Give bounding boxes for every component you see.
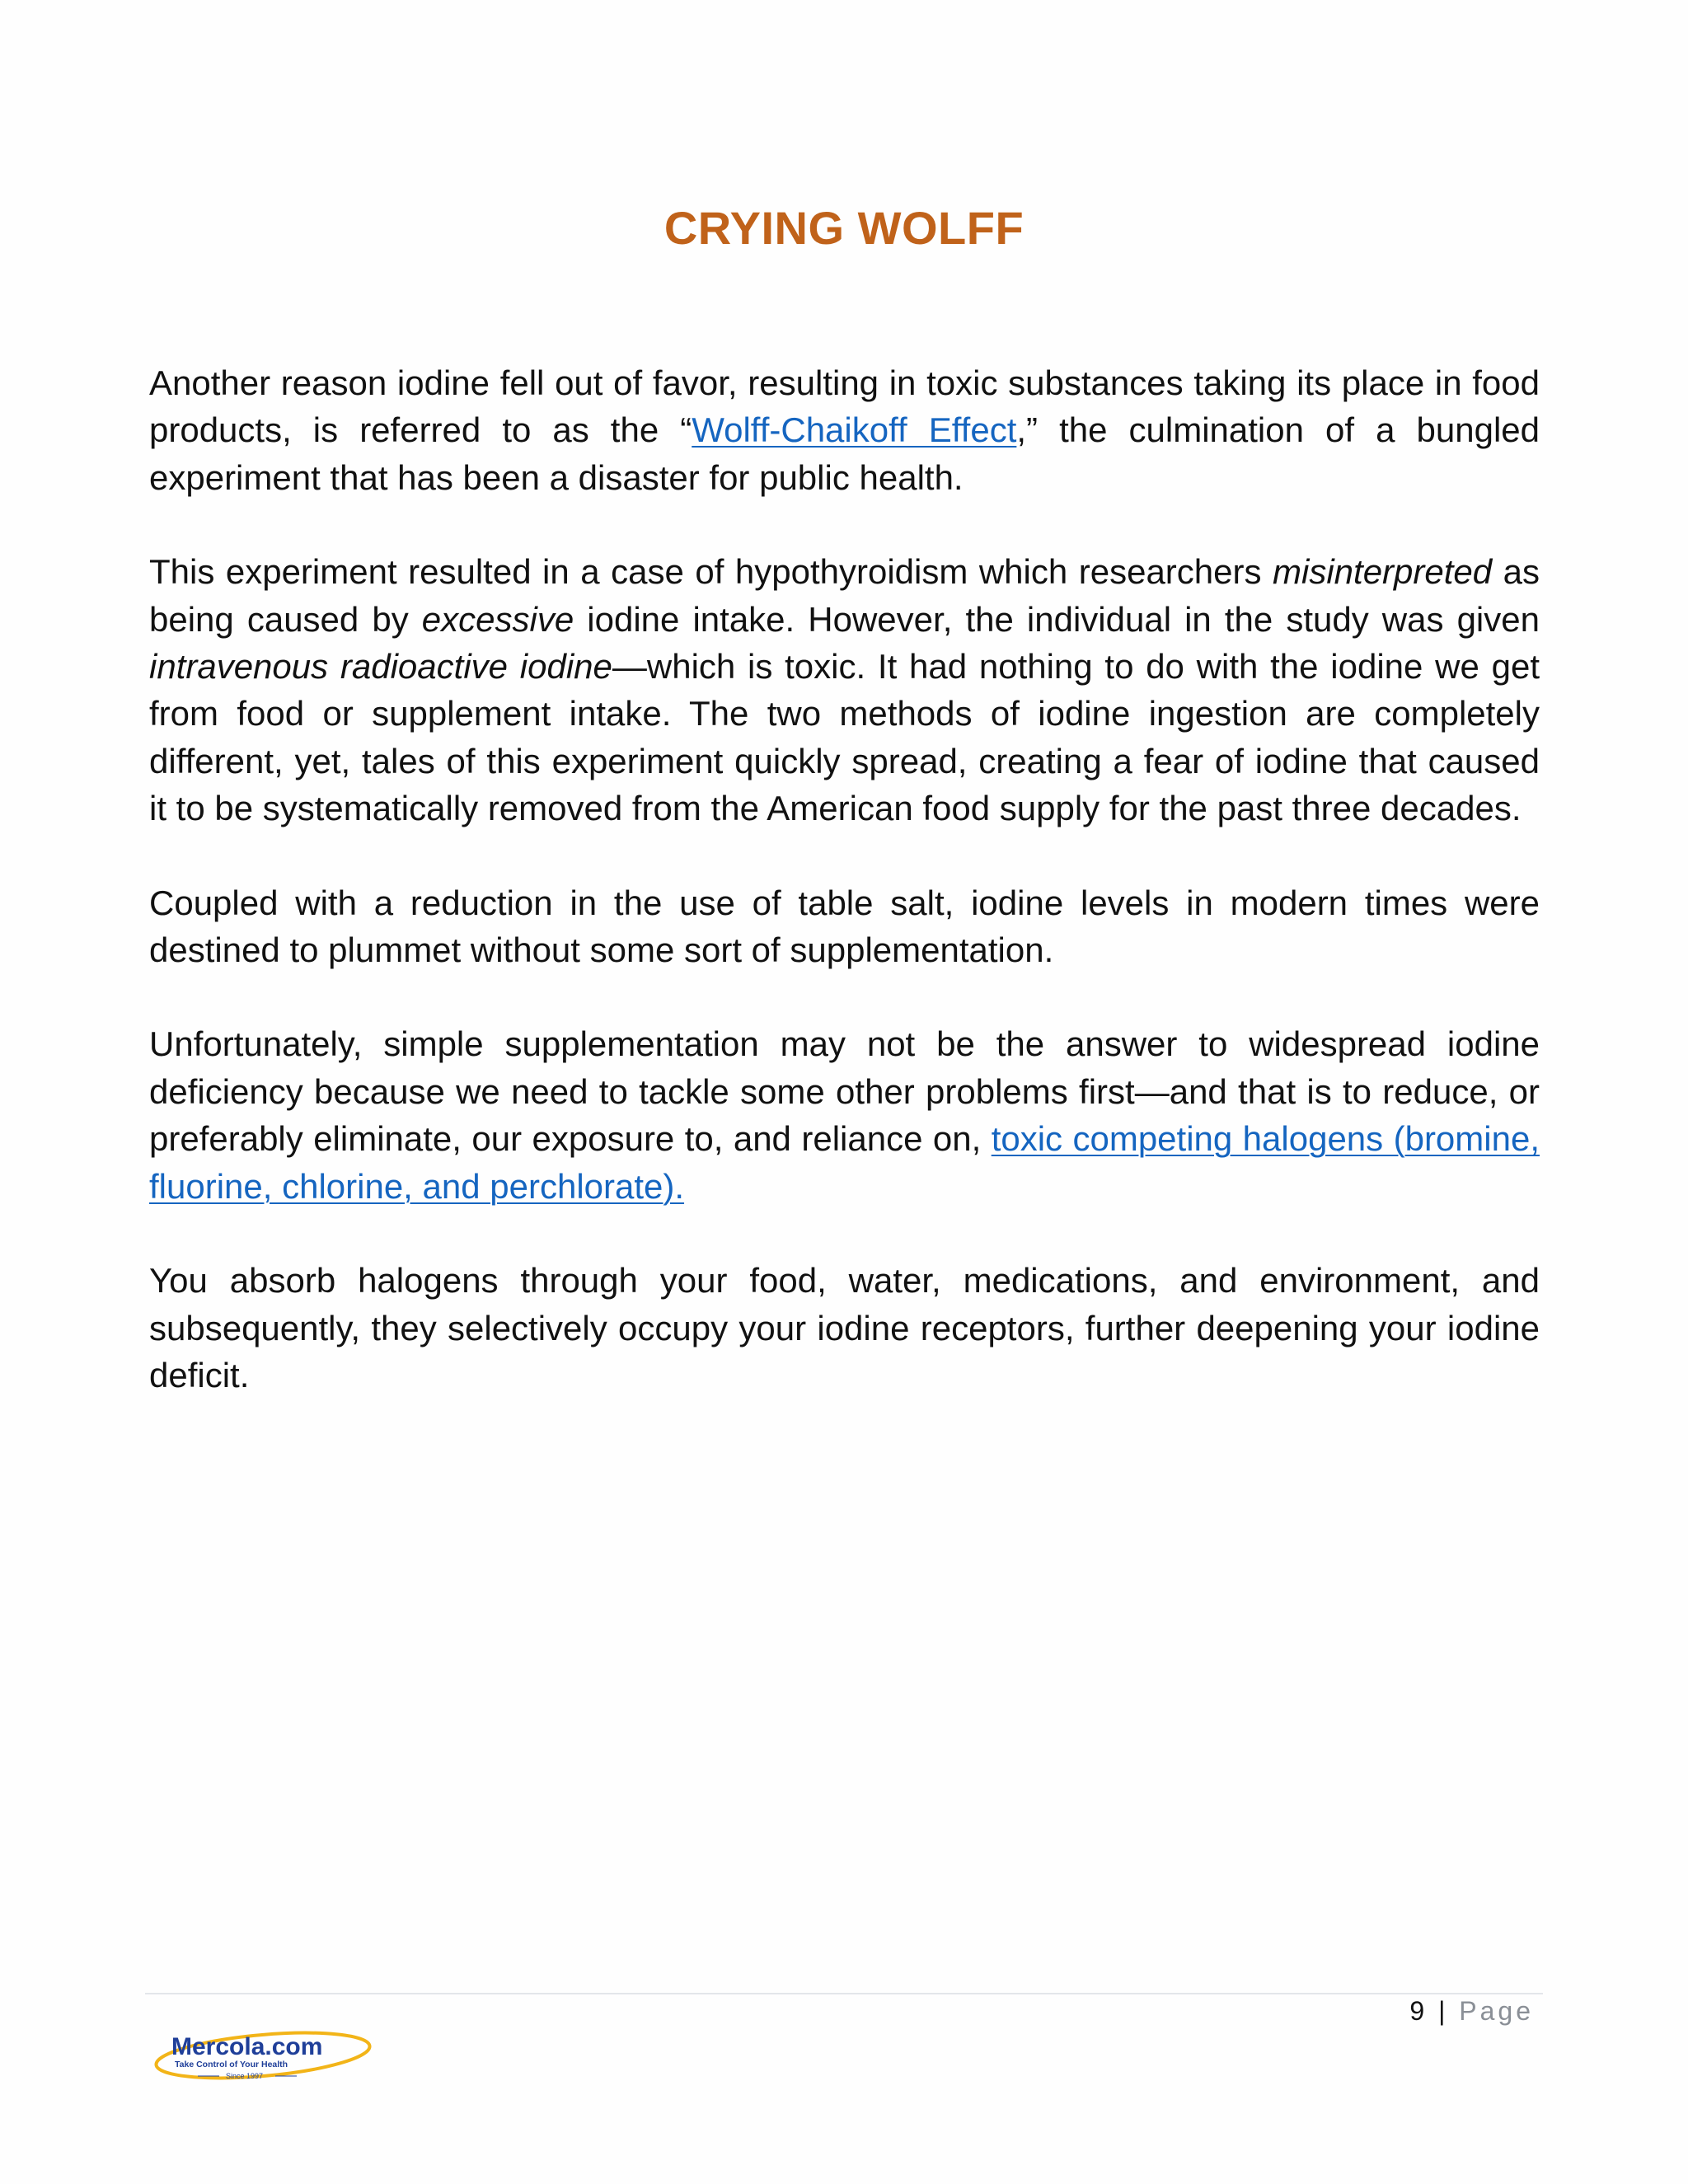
toxic-competing-halogens-link[interactable]: toxic competing halogens (bromine, fluorine, chlorine, and perchlorate).: [149, 1119, 1540, 1206]
page-label: Page: [1459, 1996, 1534, 2026]
paragraph-3: Coupled with a reduction in the use of table salt, iodine levels in modern times were destined to plummet without some sort of supplementation.: [149, 883, 1540, 970]
page-number-separator: |: [1438, 1996, 1449, 2026]
logo-since: Since 1997: [226, 2072, 264, 2080]
page-number: [1409, 1996, 1534, 2027]
logo-name: Mercola.com: [171, 2033, 323, 2060]
paragraph-2-text-1: This experiment resulted in a case of hypothyroidism which researchers: [149, 552, 1273, 592]
paragraph-5: You absorb halogens through your food, water, medications, and environment, and subsequently, they selectively occupy your iodine receptors, further deepening your iodine deficit.: [149, 1261, 1540, 1394]
page-number-value: 9: [1409, 1996, 1428, 2026]
emphasis-excessive: excessive: [421, 599, 574, 639]
emphasis-intravenous-radioactive-iodine: intravenous radioactive iodine: [149, 647, 612, 687]
paragraph-4: [149, 1020, 1540, 1210]
paragraph-1-text-start: Another reason iodine fell out of favor, resulting in toxic substances taking its place in food products, is referred to as the “: [149, 363, 1540, 450]
page-title: CRYING WOLFF: [663, 202, 1025, 254]
emphasis-misinterpreted: misinterpreted: [1273, 552, 1493, 592]
paragraph-1: [149, 359, 1540, 501]
wolff-chaikoff-effect-link[interactable]: Wolff-Chaikoff Effect: [692, 410, 1017, 450]
footer-divider: [145, 1993, 1543, 1994]
paragraph-2-text-3: iodine intake. However, the individual in the study was given: [574, 599, 1540, 639]
paragraph-4-text: Unfortunately, simple supplementation may not be the answer to widespread iodine deficiency because we need to tackle some other problems first—and that is to reduce, or preferably eliminate, our exposure to, and reliance on,: [149, 1024, 1540, 1159]
article-body: [149, 359, 1540, 1446]
paragraph-1-text-end: ,” the culmination of a bungled experiment that has been a disaster for public health.: [149, 410, 1540, 497]
mercola-logo: [150, 2027, 374, 2085]
paragraph-2: [149, 548, 1540, 832]
paragraph-2-text-4: —which is toxic. It had nothing to do with the iodine we get from food or supplement intake. The two methods of iodine ingestion are completely different, yet, tales of this experiment quickly spread, creating a fear of iodine that caused it to be systematically removed from the American food supply for the past three decades.: [149, 647, 1540, 828]
paragraph-2-text-2: as being caused by: [149, 552, 1540, 639]
logo-tagline: Take Control of Your Health: [175, 2060, 288, 2069]
